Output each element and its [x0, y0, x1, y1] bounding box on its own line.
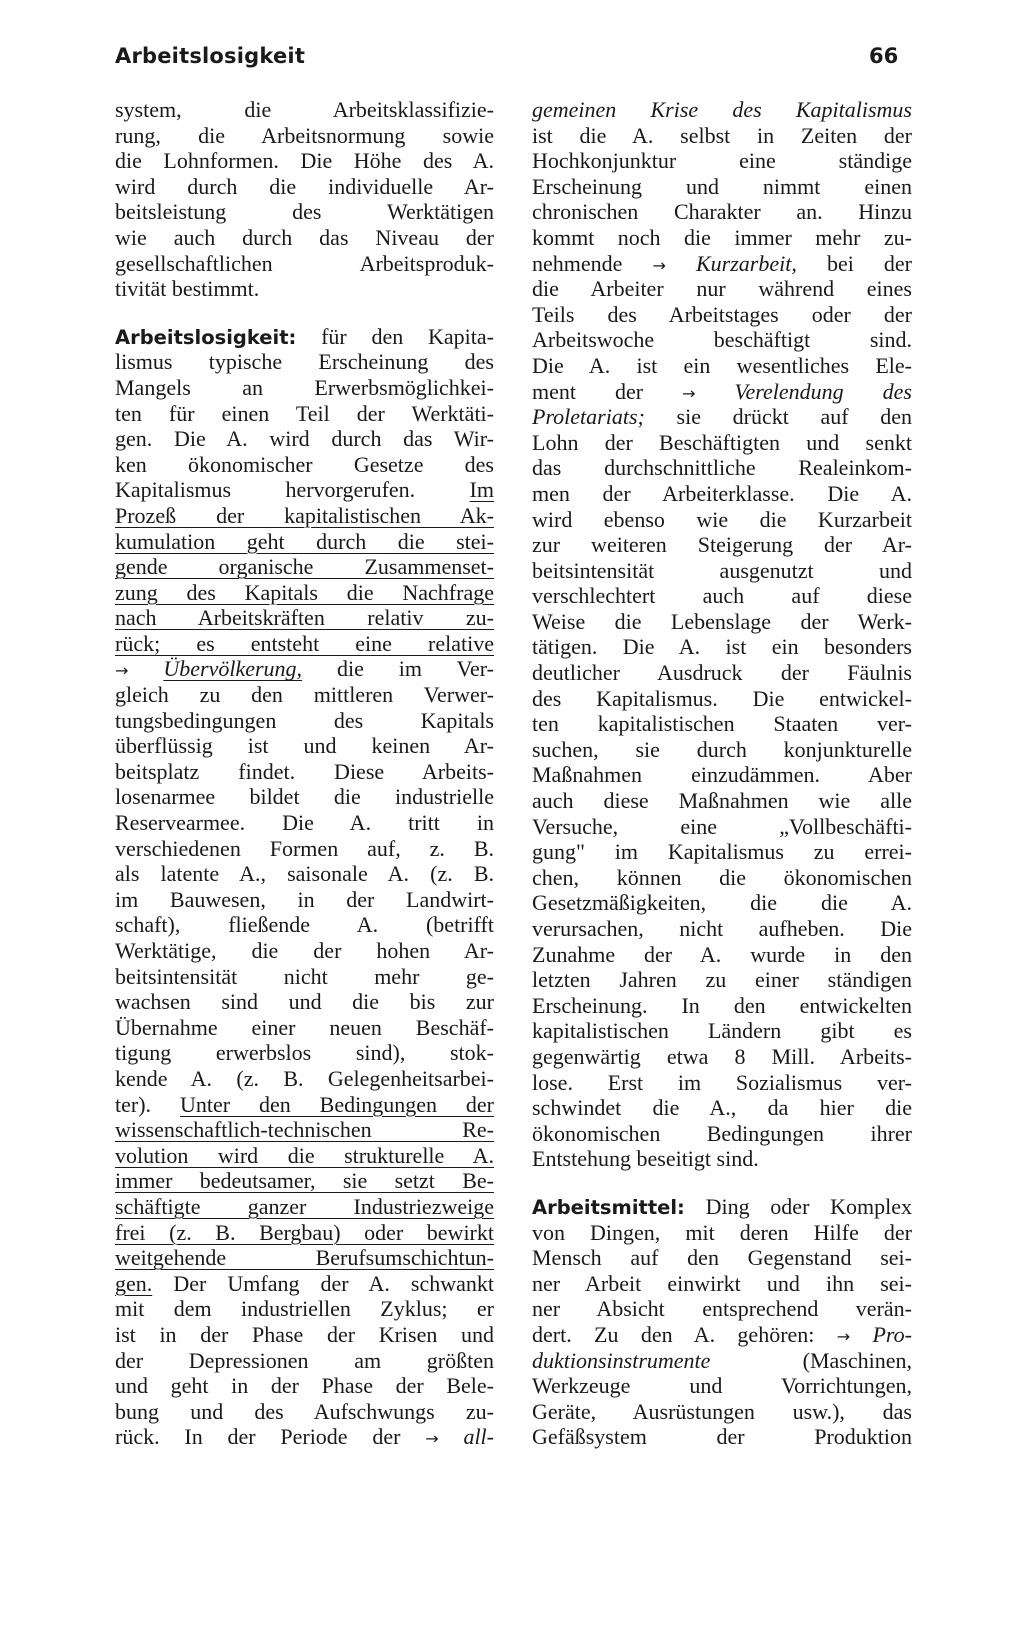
- text-line: [532, 199, 912, 225]
- text-line: [115, 199, 494, 225]
- text-line: [532, 276, 912, 302]
- text-segment: [850, 1322, 872, 1347]
- text-segment: [666, 251, 696, 276]
- text-line: [115, 401, 494, 427]
- text-segment: Kapitalismus hervorgerufen.: [115, 477, 470, 503]
- text-segment: letzten Jahren zu einer ständigen: [532, 967, 912, 993]
- text-line: [115, 324, 494, 350]
- text-segment: lismus typische Erscheinung des: [115, 349, 494, 375]
- text-line: [532, 993, 912, 1019]
- text-segment: als latente A., saisonale A. (z. B.: [115, 861, 494, 887]
- text-segment: Teils des Arbeitstages oder der: [532, 301, 912, 327]
- text-line: [115, 1015, 494, 1041]
- text-segment: bei der: [796, 250, 913, 276]
- text-line: [532, 481, 912, 507]
- text-line: [115, 225, 494, 251]
- text-segment: Maßnahmen einzudämmen. Aber: [532, 762, 912, 788]
- cross-reference-arrow-icon: →: [836, 1326, 851, 1346]
- running-head: Arbeitslosigkeit: [115, 44, 306, 68]
- entry-term: Arbeitsmittel:: [532, 1195, 685, 1219]
- text-line: [532, 353, 912, 379]
- text-segment: ment der: [532, 378, 683, 404]
- text-line: [115, 452, 494, 478]
- text-segment: überflüssig ist und keinen Ar-: [115, 733, 494, 759]
- text-segment: losenarmee bildet die industrielle: [115, 784, 494, 810]
- text-segment: gen. Die A. wird durch das Wir-: [115, 426, 494, 452]
- cross-reference-arrow-icon: →: [115, 661, 129, 681]
- text-line: [115, 1143, 494, 1169]
- entry-term: Arbeitslosigkeit:: [115, 325, 297, 349]
- text-line: [532, 967, 912, 993]
- text-segment: (Maschinen,: [710, 1347, 912, 1373]
- text-segment: Der Umfang der A. schwankt: [152, 1270, 494, 1296]
- underlined-text: zung des Kapitals die Nachfrage: [115, 579, 494, 605]
- text-line: [532, 788, 912, 814]
- text-segment: ner Arbeit einwirkt und ihn sei-: [532, 1270, 912, 1296]
- right-column: [532, 97, 912, 1450]
- text-line: [115, 1424, 494, 1450]
- text-line: [532, 634, 912, 660]
- text-line: [532, 890, 912, 916]
- text-segment: schaft), fließende A. (betrifft: [115, 912, 494, 938]
- text-line: [532, 174, 912, 200]
- text-segment: von Dingen, mit deren Hilfe der: [532, 1219, 912, 1245]
- underlined-text: immer bedeutsamer, sie setzt Be-: [115, 1168, 494, 1194]
- text-line: [532, 1146, 912, 1172]
- paragraph-gap: [532, 1172, 912, 1194]
- cross-reference-term: Übervölkerung,: [163, 656, 303, 682]
- text-line: [115, 1296, 494, 1322]
- text-line: [532, 1018, 912, 1044]
- text-segment: gesellschaftlichen Arbeitsproduk-: [115, 250, 494, 276]
- text-segment: mit dem industriellen Zyklus; er: [115, 1296, 494, 1322]
- text-segment: system, die Arbeitsklassifizie-: [115, 97, 494, 122]
- text-line: [115, 989, 494, 1015]
- text-line: [115, 912, 494, 938]
- text-line: [532, 1296, 912, 1322]
- text-segment: Ding oder Komplex: [684, 1193, 912, 1219]
- text-line: [532, 507, 912, 533]
- text-line: [115, 276, 494, 302]
- text-line: [532, 1373, 912, 1399]
- text-segment: gegenwärtig etwa 8 Mill. Arbeits-: [532, 1043, 912, 1069]
- text-segment: Geräte, Ausrüstungen usw.), das: [532, 1398, 912, 1424]
- text-segment: Versuche, eine „Vollbeschäfti-: [532, 813, 912, 839]
- text-line: [532, 814, 912, 840]
- text-segment: ökonomischen Bedingungen ihrer: [532, 1120, 912, 1146]
- underlined-text: weitgehende Berufsumschichtun-: [115, 1245, 494, 1271]
- text-segment: men der Arbeiterklasse. Die A.: [532, 480, 912, 506]
- text-segment: Übernahme einer neuen Beschäf-: [115, 1014, 494, 1040]
- text-line: [532, 1121, 912, 1147]
- text-segment: beitsintensität ausgenutzt und: [532, 557, 912, 583]
- underlined-text: gen.: [115, 1270, 153, 1296]
- text-segment: ist die A. selbst in Zeiten der: [532, 122, 912, 148]
- text-line: [532, 583, 912, 609]
- text-line: [115, 1194, 494, 1220]
- text-line: [532, 609, 912, 635]
- underlined-text: frei (z. B. Bergbau) oder bewirkt: [115, 1219, 494, 1245]
- text-segment: und geht in der Phase der Bele-: [115, 1373, 494, 1399]
- text-segment: Mensch auf den Gegenstand sei-: [532, 1245, 912, 1271]
- text-segment: nehmende: [532, 250, 653, 276]
- text-segment: lose. Erst im Sozialismus ver-: [532, 1069, 912, 1095]
- text-line: [532, 660, 912, 686]
- text-segment: beitsleistung des Werktätigen: [115, 199, 494, 225]
- text-segment: beitsplatz findet. Diese Arbeits-: [115, 758, 494, 784]
- cross-reference-term: Pro-: [872, 1321, 912, 1347]
- text-segment: Erscheinung. In den entwickelten: [532, 992, 912, 1018]
- text-line: [115, 861, 494, 887]
- text-segment: Gefäßsystem der Produktion: [532, 1424, 912, 1450]
- text-line: [532, 1245, 912, 1271]
- text-segment: tigung erwerbslos sind), stok-: [115, 1040, 494, 1066]
- text-segment: verschiedenen Formen auf, z. B.: [115, 835, 494, 861]
- text-segment: Weise die Lebenslage der Werk-: [532, 608, 912, 634]
- text-segment: kende A. (z. B. Gelegenheitsarbei-: [115, 1065, 494, 1091]
- text-line: [115, 1040, 494, 1066]
- underlined-text: Prozeß der kapitalistischen Ak-: [115, 502, 494, 528]
- text-line: [115, 123, 494, 149]
- text-line: [532, 404, 912, 430]
- text-line: [532, 737, 912, 763]
- text-line: [532, 123, 912, 149]
- text-line: [115, 503, 494, 529]
- text-line: [115, 1092, 494, 1118]
- text-segment: die Lohnformen. Die Höhe des A.: [115, 148, 494, 174]
- paragraph-gap: [115, 302, 494, 324]
- text-segment: Erscheinung und nimmt einen: [532, 173, 912, 199]
- text-line: [532, 1070, 912, 1096]
- text-segment: für den Kapita-: [296, 323, 494, 349]
- text-line: [532, 865, 912, 891]
- text-line: [532, 839, 912, 865]
- page-number: 66: [869, 44, 899, 68]
- text-line: [115, 708, 494, 734]
- text-segment: [128, 656, 163, 681]
- text-segment: wird ebenso wie die Kurzarbeit: [532, 506, 912, 532]
- text-segment: gung" im Kapitalismus zu errei-: [532, 839, 912, 865]
- text-line: [532, 148, 912, 174]
- text-segment: des Kapitalismus. Die entwickel-: [532, 685, 912, 711]
- text-line: [115, 251, 494, 277]
- text-line: [115, 810, 494, 836]
- text-segment: Mangels an Erwerbsmöglichkei-: [115, 374, 494, 400]
- text-line: [115, 1399, 494, 1425]
- text-segment: bung und des Aufschwungs zu-: [115, 1398, 494, 1424]
- text-line: [115, 580, 494, 606]
- text-segment: ten für einen Teil der Werktäti-: [115, 400, 494, 426]
- text-line: [532, 430, 912, 456]
- text-segment: sie drückt auf den: [644, 404, 912, 430]
- underlined-text: wissenschaftlich-technischen Re-: [115, 1117, 494, 1143]
- text-segment: deutlicher Ausdruck der Fäulnis: [532, 660, 912, 686]
- text-line: [532, 1194, 912, 1220]
- underlined-text: kumulation geht durch die stei-: [115, 528, 494, 554]
- underlined-text: volution wird die strukturelle A.: [115, 1142, 494, 1168]
- text-segment: im Bauwesen, in der Landwirt-: [115, 886, 494, 912]
- text-line: [115, 148, 494, 174]
- text-line: [532, 379, 912, 405]
- underlined-text: Im: [469, 477, 494, 503]
- text-segment: rung, die Arbeitsnormung sowie: [115, 122, 494, 148]
- text-line: [532, 327, 912, 353]
- text-segment: schwindet die A., da hier die: [532, 1095, 912, 1121]
- text-line: [115, 938, 494, 964]
- underlined-text: nach Arbeitskräften relativ zu-: [115, 605, 494, 631]
- cross-reference-term: duktionsinstrumente: [532, 1347, 711, 1373]
- text-segment: das durchschnittliche Realeinkom-: [532, 455, 912, 481]
- text-segment: die Arbeiter nur während eines: [532, 276, 912, 302]
- text-segment: Reservearmee. Die A. tritt in: [115, 810, 494, 836]
- underlined-text: gende organische Zusammenset-: [115, 554, 494, 580]
- text-line: [532, 942, 912, 968]
- text-segment: suchen, sie durch konjunkturelle: [532, 736, 912, 762]
- cross-reference-term: gemeinen Krise des Kapitalismus: [532, 97, 912, 122]
- text-segment: rück. In der Periode der: [115, 1424, 426, 1450]
- text-line: [115, 349, 494, 375]
- cross-reference-term: Verelendung des: [734, 378, 912, 404]
- text-segment: Gesetzmäßigkeiten, die die A.: [532, 890, 912, 916]
- text-line: [532, 225, 912, 251]
- text-segment: gleich zu den mittleren Verwer-: [115, 682, 494, 708]
- text-line: [532, 1044, 912, 1070]
- text-line: [532, 558, 912, 584]
- text-segment: der Depressionen am größten: [115, 1347, 494, 1373]
- text-line: [115, 1117, 494, 1143]
- text-segment: Zunahme der A. wurde in den: [532, 941, 912, 967]
- text-line: [115, 631, 494, 657]
- text-line: [115, 1373, 494, 1399]
- text-line: [532, 302, 912, 328]
- text-line: [115, 656, 494, 682]
- text-line: [115, 1220, 494, 1246]
- text-segment: ner Absicht entsprechend verän-: [532, 1296, 912, 1322]
- text-line: [115, 836, 494, 862]
- text-line: [532, 97, 912, 123]
- text-line: [115, 964, 494, 990]
- text-segment: Arbeitswoche beschäftigt sind.: [532, 327, 912, 353]
- underlined-text: Unter den Bedingungen der: [179, 1091, 495, 1117]
- text-segment: kapitalistischen Ländern gibt es: [532, 1018, 912, 1044]
- left-column: [115, 97, 494, 1450]
- text-line: [115, 887, 494, 913]
- text-line: [532, 532, 912, 558]
- text-line: [532, 916, 912, 942]
- text-line: [115, 1066, 494, 1092]
- text-line: [532, 686, 912, 712]
- text-segment: Entstehung beseitigt sind.: [532, 1146, 759, 1172]
- text-segment: beitsintensität nicht mehr ge-: [115, 963, 494, 989]
- text-segment: zur weiteren Steigerung der Ar-: [532, 532, 912, 558]
- text-line: [115, 174, 494, 200]
- text-line: [532, 1348, 912, 1374]
- text-segment: wird durch die individuelle Ar-: [115, 173, 494, 199]
- text-segment: ter).: [115, 1091, 180, 1117]
- cross-reference-arrow-icon: →: [425, 1429, 439, 1449]
- text-line: [532, 1399, 912, 1425]
- text-segment: ken ökonomischer Gesetze des: [115, 451, 494, 477]
- text-segment: ist in der Phase der Krisen und: [115, 1321, 494, 1347]
- text-line: [532, 1271, 912, 1297]
- text-segment: auch diese Maßnahmen wie alle: [532, 788, 912, 814]
- cross-reference-arrow-icon: →: [682, 383, 696, 403]
- text-segment: chronischen Charakter an. Hinzu: [532, 199, 912, 225]
- text-line: [532, 251, 912, 277]
- text-line: [115, 1271, 494, 1297]
- text-segment: die im Ver-: [302, 656, 495, 682]
- text-line: [115, 682, 494, 708]
- text-line: [532, 1220, 912, 1246]
- cross-reference-term: Proletariats;: [532, 404, 645, 430]
- text-line: [115, 477, 494, 503]
- text-segment: Hochkonjunktur eine ständige: [532, 148, 912, 174]
- text-line: [115, 605, 494, 631]
- cross-reference-term: Kurzarbeit,: [696, 250, 797, 276]
- text-segment: Lohn der Beschäftigten und senkt: [532, 429, 912, 455]
- text-line: [115, 426, 494, 452]
- text-line: [115, 733, 494, 759]
- text-line: [532, 1095, 912, 1121]
- text-segment: wachsen sind und die bis zur: [115, 989, 494, 1015]
- underlined-text: schäftigte ganzer Industriezweige: [115, 1193, 494, 1219]
- text-segment: tungsbedingungen des Kapitals: [115, 707, 494, 733]
- text-line: [115, 97, 494, 123]
- text-segment: [696, 379, 735, 404]
- text-line: [115, 529, 494, 555]
- text-line: [115, 1322, 494, 1348]
- text-segment: tivität bestimmt.: [115, 276, 260, 302]
- text-line: [532, 1424, 912, 1450]
- text-line: [532, 762, 912, 788]
- text-segment: verursachen, nicht aufheben. Die: [532, 916, 912, 941]
- text-line: [115, 1245, 494, 1271]
- cross-reference-arrow-icon: →: [652, 255, 666, 275]
- text-segment: Werkzeuge und Vorrichtungen,: [532, 1373, 912, 1399]
- text-segment: dert. Zu den A. gehören:: [532, 1321, 837, 1347]
- text-segment: tätigen. Die A. ist ein besonders: [532, 634, 912, 660]
- text-segment: Werktätige, die der hohen Ar-: [115, 938, 494, 963]
- text-segment: wie auch durch das Niveau der: [115, 224, 494, 250]
- text-line: [532, 455, 912, 481]
- text-line: [532, 711, 912, 737]
- text-segment: Die A. ist ein wesentliches Ele-: [532, 352, 912, 378]
- text-segment: kommt noch die immer mehr zu-: [532, 224, 912, 250]
- text-line: [115, 759, 494, 785]
- text-line: [115, 375, 494, 401]
- text-segment: chen, können die ökonomischen: [532, 864, 912, 890]
- text-line: [115, 554, 494, 580]
- text-line: [115, 784, 494, 810]
- cross-reference-term: all-: [463, 1424, 494, 1450]
- text-segment: [439, 1424, 464, 1449]
- text-line: [115, 1168, 494, 1194]
- text-segment: ten kapitalistischen Staaten ver-: [532, 711, 912, 737]
- text-segment: verschlechtert auch auf diese: [532, 583, 912, 609]
- text-line: [532, 1322, 912, 1348]
- underlined-text: rück; es entsteht eine relative: [115, 630, 494, 656]
- text-line: [115, 1348, 494, 1374]
